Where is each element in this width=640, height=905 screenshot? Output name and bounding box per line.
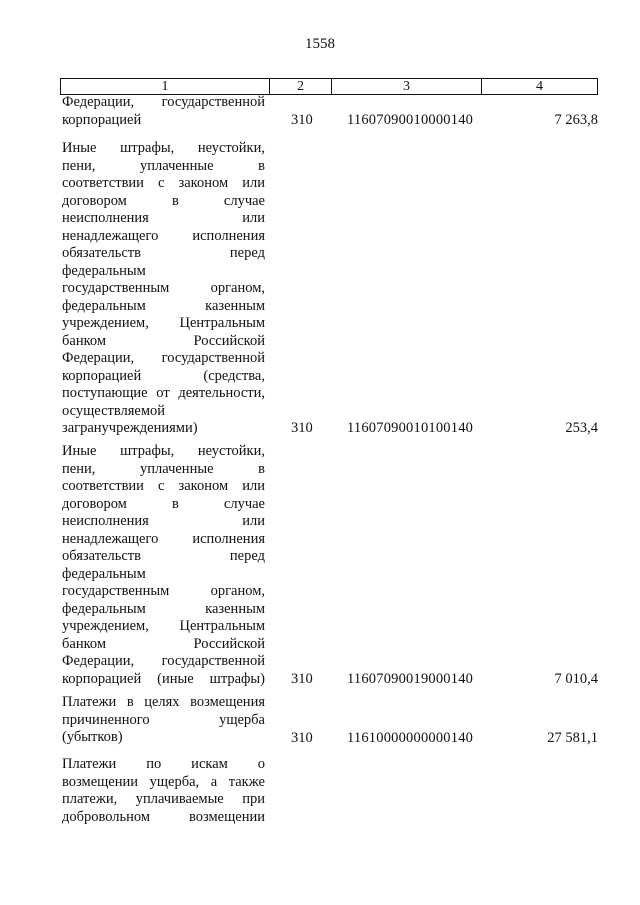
kbk-code: 11607090010000140: [347, 112, 474, 128]
page-number: 1558: [305, 36, 335, 52]
row-description: [62, 140, 265, 438]
row-description: [62, 94, 265, 129]
description-line: учреждением, Центральным: [62, 315, 265, 331]
description-line: Платежи в целях возмещения: [62, 694, 265, 710]
description-line: государственным органом,: [62, 583, 265, 599]
description-line: добровольном возмещении: [62, 808, 265, 825]
header-col-4: 4: [536, 79, 543, 94]
amount: 7 010,4: [554, 671, 598, 687]
description-line: учреждением, Центральным: [62, 618, 265, 634]
kbk-code: 11607090019000140: [347, 671, 474, 687]
description-line: банком Российской: [62, 332, 265, 349]
description-line: федеральным казенным: [62, 600, 265, 617]
description-line: корпорацией (средства,: [62, 367, 265, 384]
amount: 27 581,1: [547, 730, 598, 746]
description-line: неисполнения или: [62, 210, 265, 226]
description-line: договором в случае: [62, 192, 265, 209]
description-line: договором в случае: [62, 495, 265, 512]
description-line: ненадлежащего исполнения: [62, 530, 265, 547]
description-line: корпорацией (иные штрафы): [62, 670, 265, 687]
row-description: [62, 756, 265, 826]
header-col-2: 2: [270, 79, 332, 94]
description-line: соответствии с законом или: [62, 478, 265, 494]
description-line: ненадлежащего исполнения: [62, 227, 265, 244]
row-description: [62, 443, 265, 688]
description-line: платежи, уплачиваемые при: [62, 791, 265, 807]
admin-code: 310: [291, 420, 313, 436]
description-line: банком Российской: [62, 635, 265, 652]
description-line: государственным органом,: [62, 280, 265, 296]
admin-code: 310: [291, 730, 313, 746]
description-line: обязательств перед: [62, 548, 265, 564]
description-line: корпорацией: [62, 111, 142, 128]
description-line: неисполнения или: [62, 513, 265, 529]
description-line: Иные штрафы, неустойки,: [62, 443, 265, 459]
description-line: Платежи по искам о: [62, 756, 265, 772]
description-line: федеральным казенным: [62, 297, 265, 314]
amount: 7 263,8: [554, 112, 598, 128]
kbk-code: 11607090010100140: [347, 420, 474, 436]
row-description: [62, 694, 265, 747]
description-line: Федерации, государственной: [62, 94, 265, 110]
amount: 253,4: [565, 420, 598, 436]
header-col-1: 1: [61, 79, 270, 94]
header-col-3: 3: [332, 79, 482, 94]
description-line: Федерации, государственной: [62, 653, 265, 669]
kbk-code: 11610000000000140: [347, 730, 474, 746]
description-line: пени, уплаченные в: [62, 157, 265, 174]
description-line: Федерации, государственной: [62, 350, 265, 366]
table-header: [60, 78, 598, 95]
description-line: пени, уплаченные в: [62, 460, 265, 477]
description-line: осуществляемой: [62, 402, 166, 419]
description-line: федеральным: [62, 262, 146, 279]
admin-code: 310: [291, 112, 313, 128]
description-line: (убытков): [62, 729, 123, 745]
description-line: Иные штрафы, неустойки,: [62, 140, 265, 156]
description-line: поступающие от деятельности,: [62, 385, 265, 401]
description-line: федеральным: [62, 565, 146, 582]
description-line: возмещении ущерба, а также: [62, 773, 265, 790]
description-line: обязательств перед: [62, 245, 265, 261]
description-line: соответствии с законом или: [62, 175, 265, 191]
admin-code: 310: [291, 671, 313, 687]
description-line: загранучреждениями): [62, 420, 198, 436]
description-line: причиненного ущерба: [62, 711, 265, 728]
